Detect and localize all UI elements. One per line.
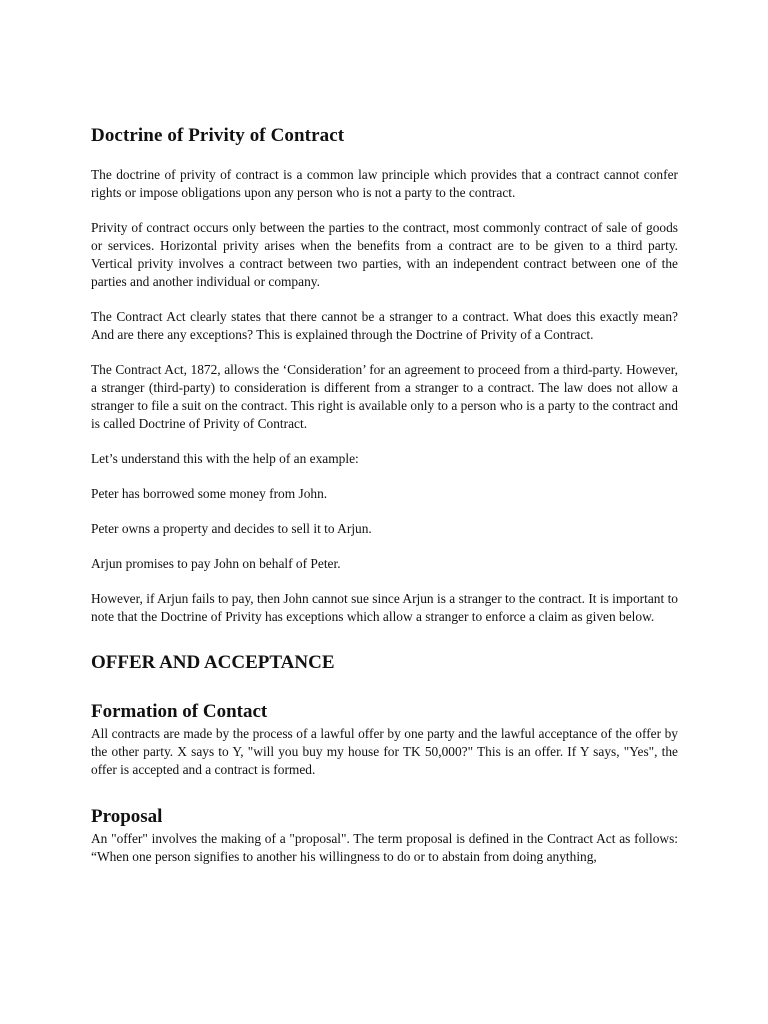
paragraph-privity-types: Privity of contract occurs only between the parties to the contract, most commonly contract of sale of goods or services. Horizontal privity arises when the benefits from a contract are to be given to a third party. Vertical privity involves a contract between two parties, with an independent contract between one of the parties and another individual or company. xyxy=(91,220,678,289)
paragraph-example-step-2: Peter owns a property and decides to sell it to Arjun. xyxy=(91,521,372,536)
subheading-proposal: Proposal xyxy=(91,806,163,827)
paragraph-proposal: An "offer" involves the making of a "proposal". The term proposal is defined in the Contract Act as follows: “When one person signifies to another his willingness to do or to abstain from doing anything, xyxy=(91,831,678,864)
paragraph-example-intro: Let’s understand this with the help of an example: xyxy=(91,451,359,466)
paragraph-stranger-to-contract: The Contract Act clearly states that there cannot be a stranger to a contract. What does this exactly mean? And are there any exceptions? This is explained through the Doctrine of Privity of a Contract. xyxy=(91,309,678,342)
paragraph-privity-definition: The doctrine of privity of contract is a common law principle which provides that a contract cannot confer rights or impose obligations upon any person who is not a party to the contract. xyxy=(91,167,678,200)
subheading-formation: Formation of Contact xyxy=(91,701,268,722)
paragraph-contract-act-1872: The Contract Act, 1872, allows the ‘Consideration’ for an agreement to proceed from a third-party. However, a stranger (third-party) to consideration is different from a stranger to a contract. The law does not allow a stranger to file a suit on the contract. This right is available only to a person who is a party to the contract and is called Doctrine of Privity of Contract. xyxy=(91,362,678,431)
section-heading-offer-acceptance: OFFER AND ACCEPTANCE xyxy=(91,652,335,673)
document-title: Doctrine of Privity of Contract xyxy=(91,125,345,146)
document-page xyxy=(91,124,678,883)
paragraph-example-step-3: Arjun promises to pay John on behalf of Peter. xyxy=(91,556,341,571)
paragraph-example-conclusion: However, if Arjun fails to pay, then John cannot sue since Arjun is a stranger to the contract. It is important to note that the Doctrine of Privity has exceptions which allow a stranger to enforce a claim as given below. xyxy=(91,591,678,624)
paragraph-example-step-1: Peter has borrowed some money from John. xyxy=(91,486,328,501)
paragraph-formation: All contracts are made by the process of a lawful offer by one party and the lawful acceptance of the offer by the other party. X says to Y, "will you buy my house for TK 50,000?" This is an offer. If Y says, "Yes", the offer is accepted and a contract is formed. xyxy=(91,726,678,777)
